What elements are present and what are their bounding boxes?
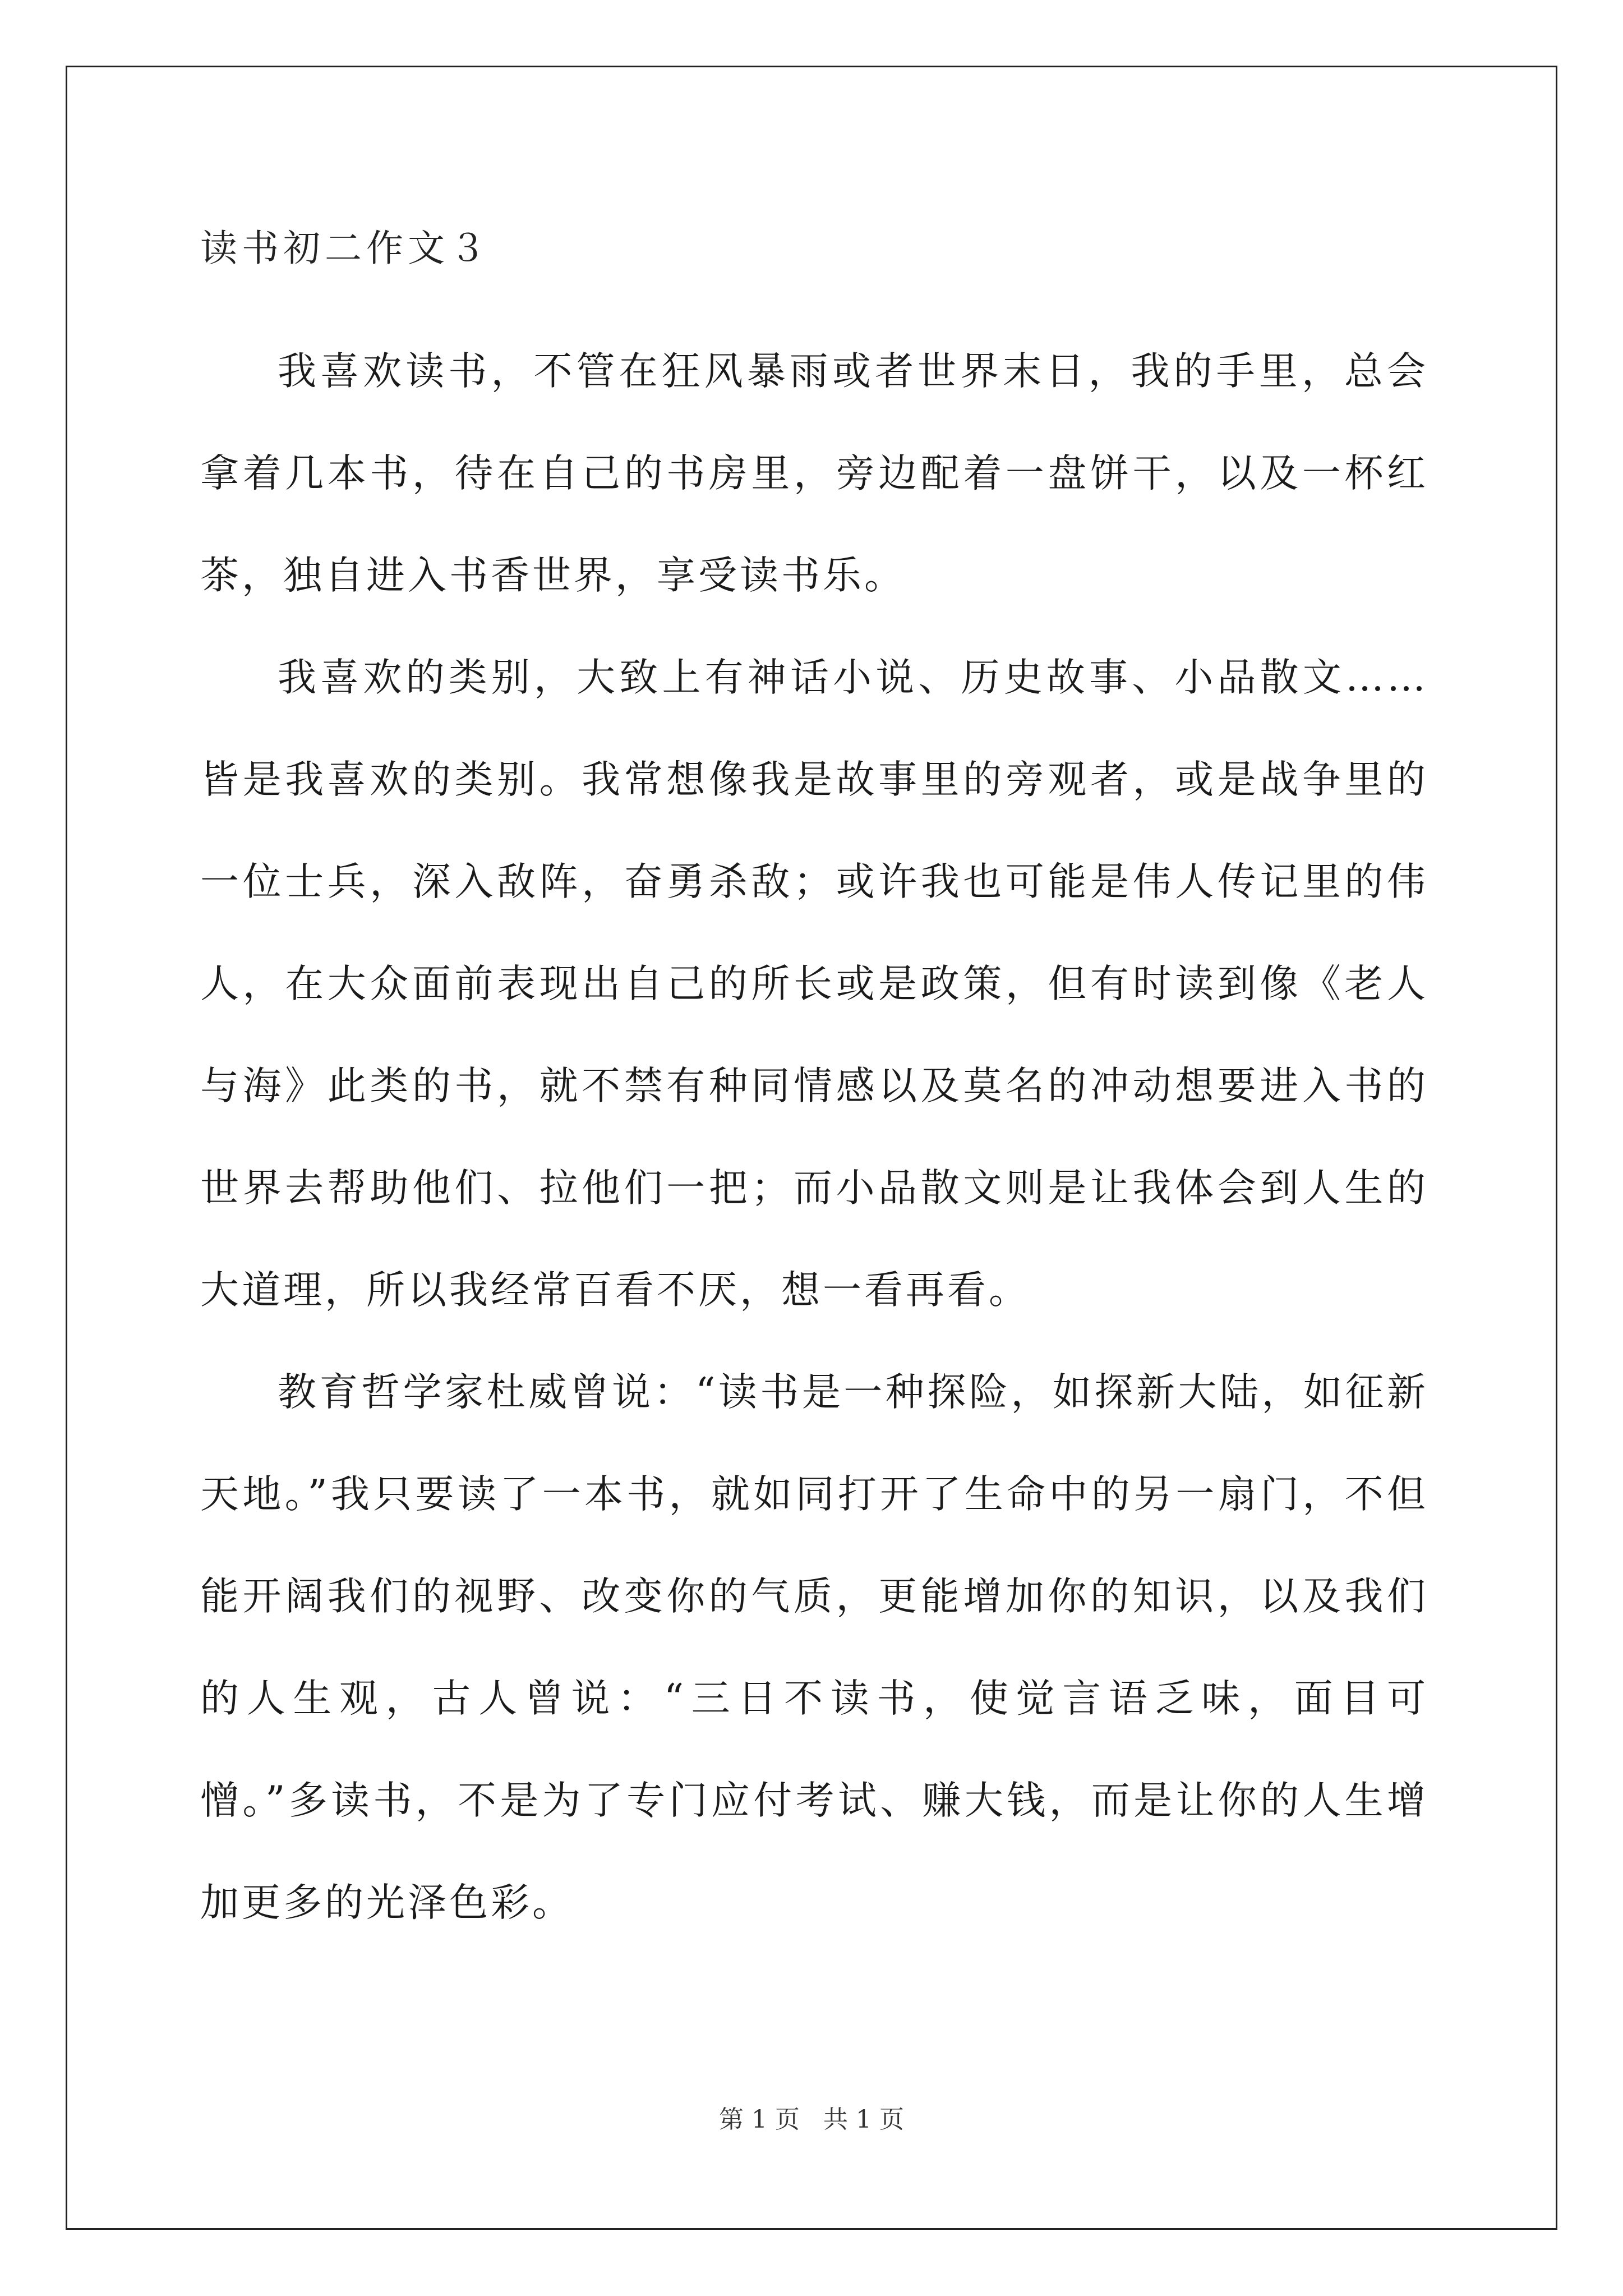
document-body <box>200 320 1428 1954</box>
document-title: 读书初二作文３ <box>200 227 491 270</box>
paragraph-1: 我喜欢读书，不管在狂风暴雨或者世界末日，我的手里，总会拿着几本书，待在自己的书房里，旁边配着一盘饼干，以及一杯红茶，独自进入书香世界，享受读书乐。 <box>200 349 1428 598</box>
page-number-footer: 第 1 页 共 1 页 <box>719 2105 904 2134</box>
document-content <box>200 223 1428 1954</box>
paragraph-2: 我喜欢的类别，大致上有神话小说、历史故事、小品散文……皆是我喜欢的类别。我常想像我是故事里的旁观者，或是战争里的一位士兵，深入敌阵，奋勇杀敌；或许我也可能是伟人传记里的伟人，在大众面前表现出自己的所长或是政策，但有时读到像《老人与海》此类的书，就不禁有种同情感以及莫名的冲动想要进入书的世界去帮助他们、拉他们一把；而小品散文则是让我体会到人生的大道理，所以我经常百看不厌，想一看再看。 <box>200 655 1428 1313</box>
paragraph-3: 教育哲学家杜威曾说：“读书是一种探险，如探新大陆，如征新天地。”我只要读了一本书，就如同打开了生命中的另一扇门，不但能开阔我们的视野、改变你的气质，更能增加你的知识，以及我们的人生观，古人曾说：“三日不读书，使觉言语乏味，面目可憎。”多读书，不是为了专门应付考试、赚大钱，而是让你的人生增加更多的光泽色彩。 <box>200 1370 1428 1925</box>
